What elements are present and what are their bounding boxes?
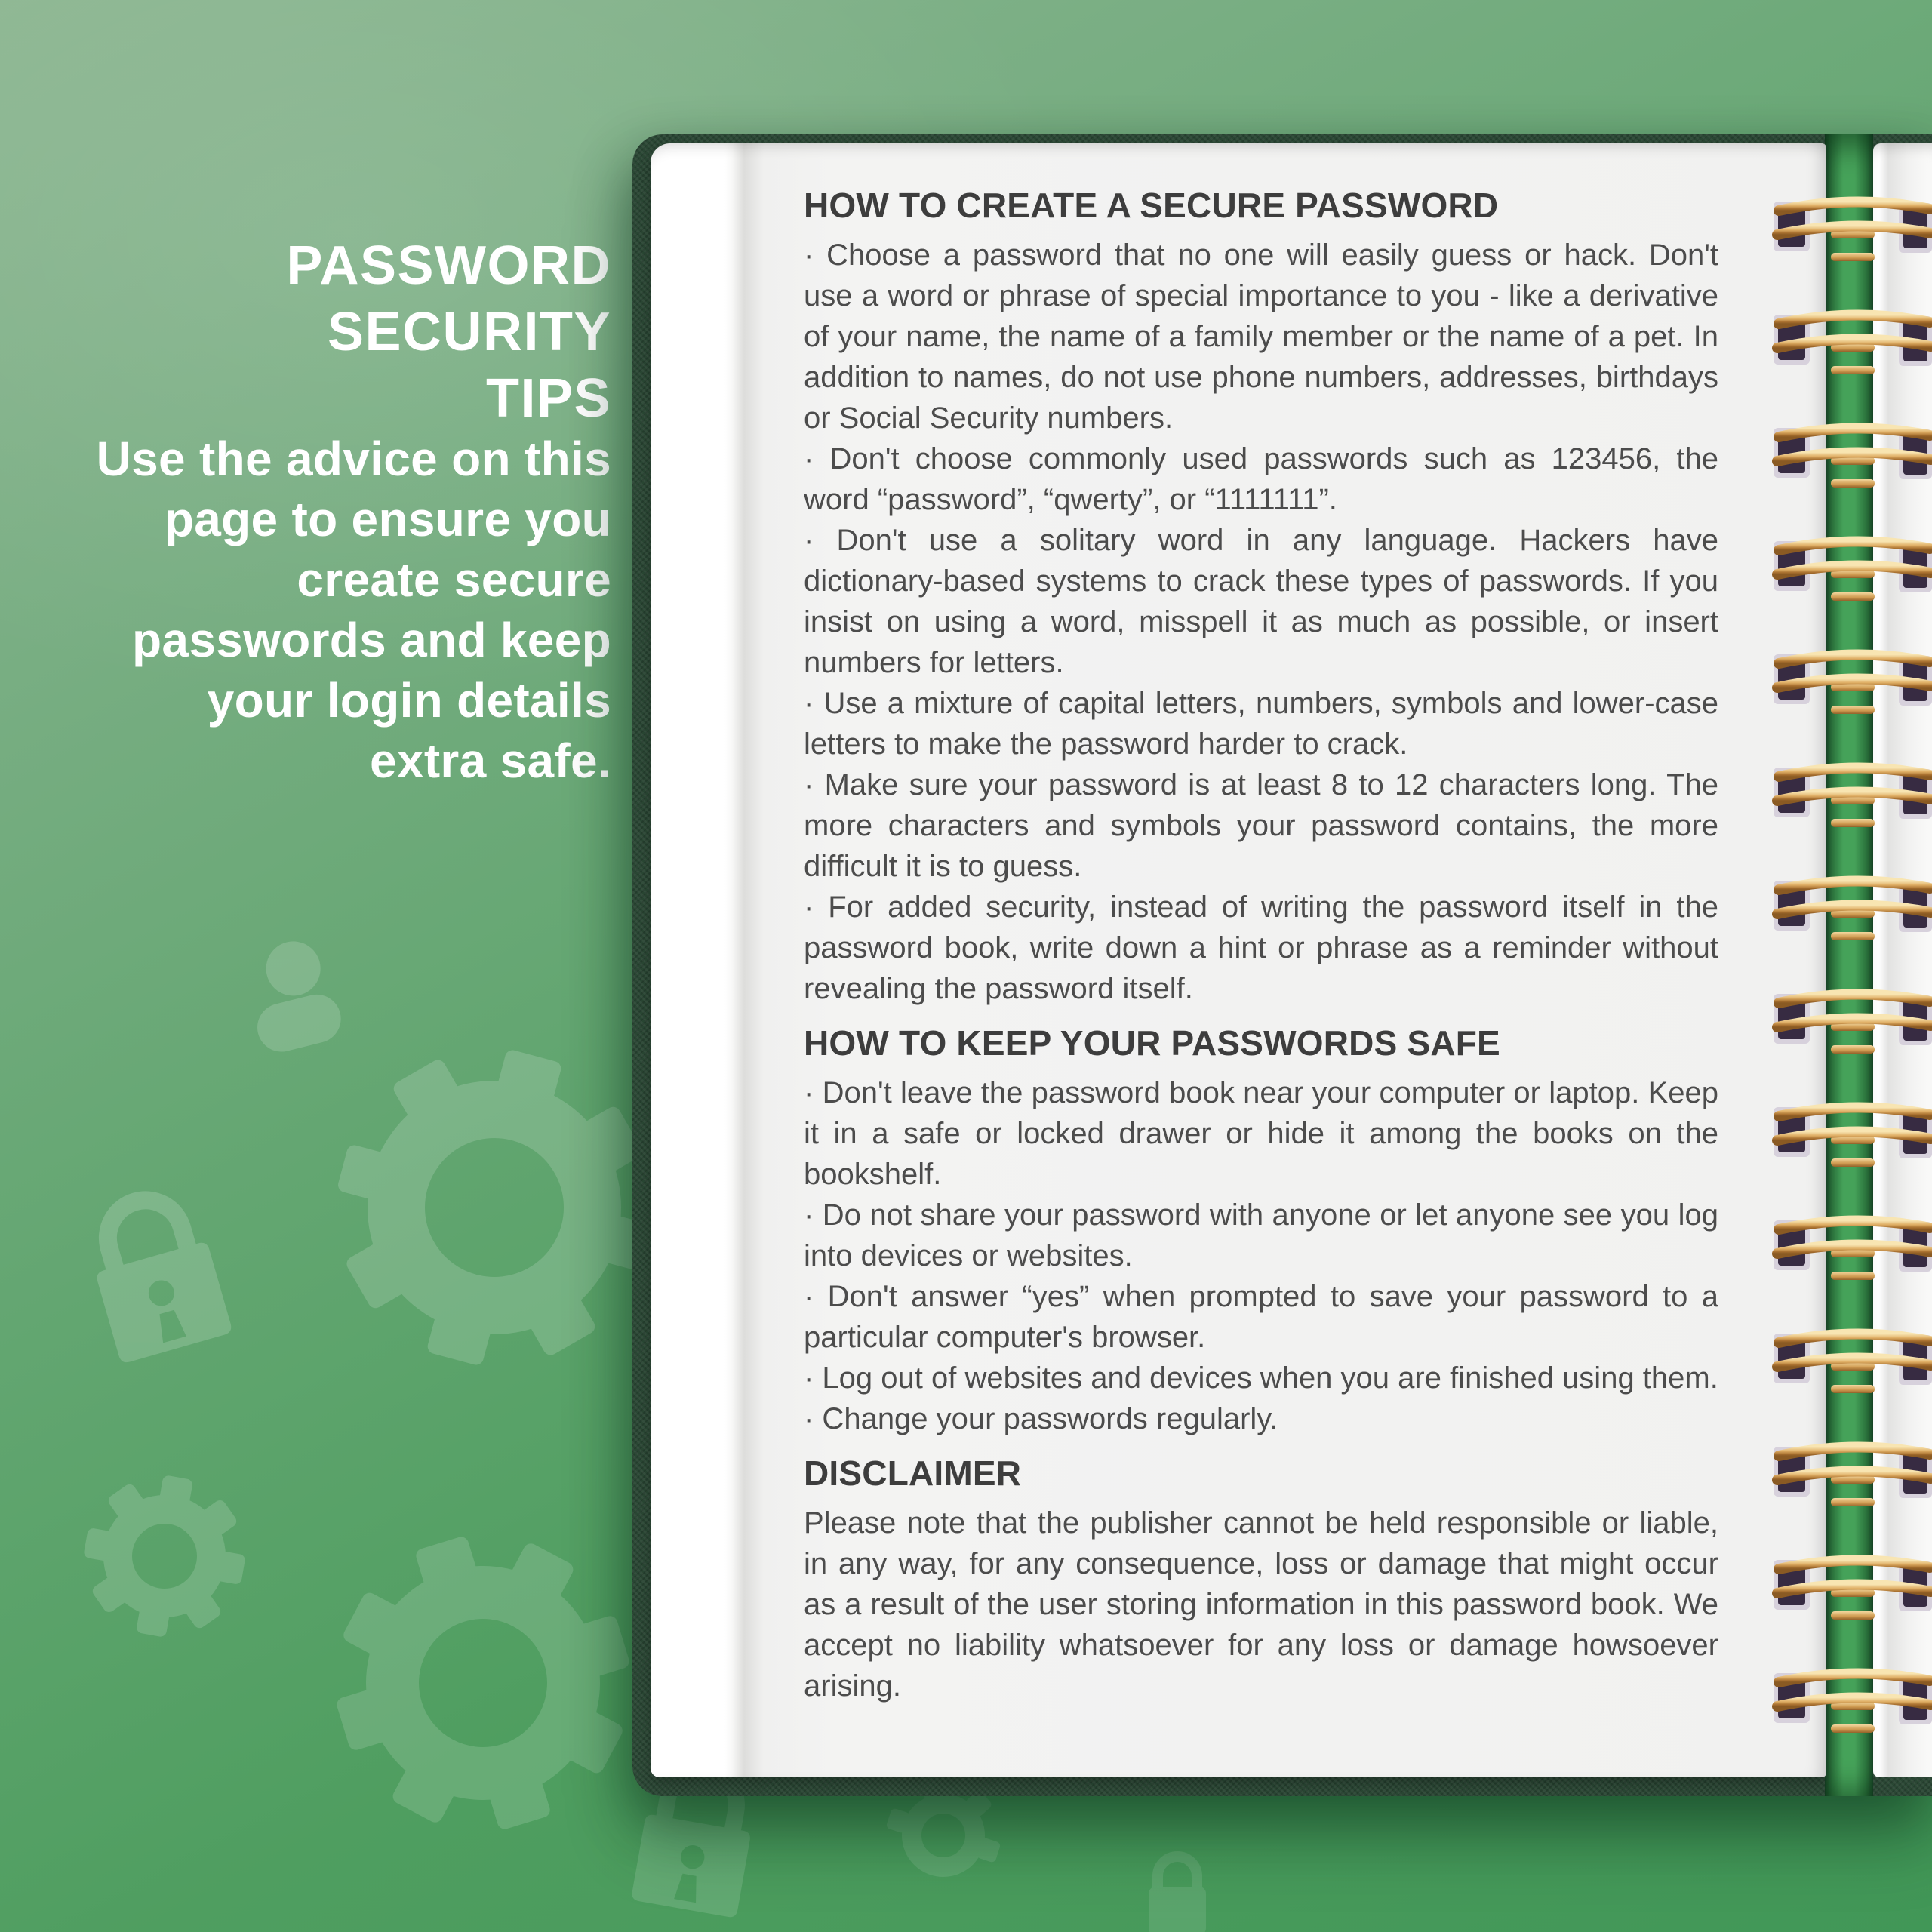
intro-text: Use the advice on this page to ensure you create secure passwords and keep your login details extra safe. xyxy=(96,432,611,788)
spiral-coil xyxy=(1774,1447,1932,1506)
person-icon xyxy=(238,934,346,1057)
spiral-coil xyxy=(1774,1220,1932,1280)
tip-paragraph: · Log out of websites and devices when you are finished using them. xyxy=(804,1361,1718,1395)
section-heading: DISCLAIMER xyxy=(804,1454,1022,1493)
spiral-coil xyxy=(1774,1673,1932,1733)
page-content xyxy=(804,185,1718,1706)
section-heading: HOW TO CREATE A SECURE PASSWORD xyxy=(804,186,1499,225)
tip-paragraph: · Use a mixture of capital letters, numbers, symbols and lower-case letters to make the password harder to crack. xyxy=(804,687,1718,761)
page-title xyxy=(0,232,611,432)
spiral-coil xyxy=(1774,1560,1932,1620)
tip-paragraph: · Make sure your password is at least 8 to 12 characters long. The more characters and symbols your password contains, the more difficult it is to guess. xyxy=(804,768,1718,883)
tip-paragraph: · Choose a password that no one will easily guess or hack. Don't use a word or phrase of special importance to you - like a derivative of your name, the name of a family member or the name of a pet. In addition to names, do not use phone numbers, addresses, birthdays or Social Security numbers. xyxy=(804,238,1718,435)
spiral-coil xyxy=(1774,768,1932,827)
spiral-coil xyxy=(1774,1334,1932,1393)
spiral-coil xyxy=(1774,202,1932,261)
section-heading: HOW TO KEEP YOUR PASSWORDS SAFE xyxy=(804,1023,1500,1063)
tip-paragraph: · Change your passwords regularly. xyxy=(804,1402,1278,1435)
small-gear-icon xyxy=(72,1463,257,1649)
spiral-coil xyxy=(1774,315,1932,374)
tip-paragraph: · Don't choose commonly used passwords such as 123456, the word “password”, “qwerty”, or “1111111”. xyxy=(804,442,1718,516)
tip-paragraph: · Do not share your password with anyone or let anyone see you log into devices or websites. xyxy=(804,1198,1718,1272)
spiral-coil xyxy=(1774,994,1932,1054)
tip-paragraph: · Don't use a solitary word in any language. Hackers have dictionary-based systems to crack these types of passwords. If you insist on using a word, misspell it as much as possible, or insert numbers for letters. xyxy=(804,524,1718,679)
spiral-coil xyxy=(1774,541,1932,601)
spiral-coil xyxy=(1774,428,1932,488)
title-line: TIPS xyxy=(485,368,611,429)
notebook-page xyxy=(651,143,1826,1777)
disclaimer-paragraph: Please note that the publisher cannot be held responsible or liable, in any way, for any consequence, loss or damage that might occur as a result of the user storing information in this password book. We accept no liability whatsoever for any loss or damage howsoever arising. xyxy=(804,1506,1718,1703)
gear-icon xyxy=(302,1015,686,1399)
spiral-binding xyxy=(1758,143,1932,1774)
tip-paragraph: · For added security, instead of writing the password itself in the password book, write down a hint or phrase as a reminder without revealing the password itself. xyxy=(804,891,1718,1005)
title-line: SECURITY xyxy=(327,302,611,362)
spiral-coil xyxy=(1774,881,1932,940)
title-line: PASSWORD xyxy=(286,235,611,296)
tiny-lock-icon xyxy=(1149,1857,1206,1932)
spiral-coil xyxy=(1774,1107,1932,1167)
padlock-icon xyxy=(79,1186,233,1364)
large-gear-icon xyxy=(285,1485,681,1881)
spiral-coil xyxy=(1774,654,1932,714)
tip-paragraph: · Don't leave the password book near your computer or laptop. Keep it in a safe or locked drawer or hide it among the books on the bookshelf. xyxy=(804,1076,1718,1191)
tip-paragraph: · Don't answer “yes” when prompted to save your password to a particular computer's browser. xyxy=(804,1280,1718,1354)
